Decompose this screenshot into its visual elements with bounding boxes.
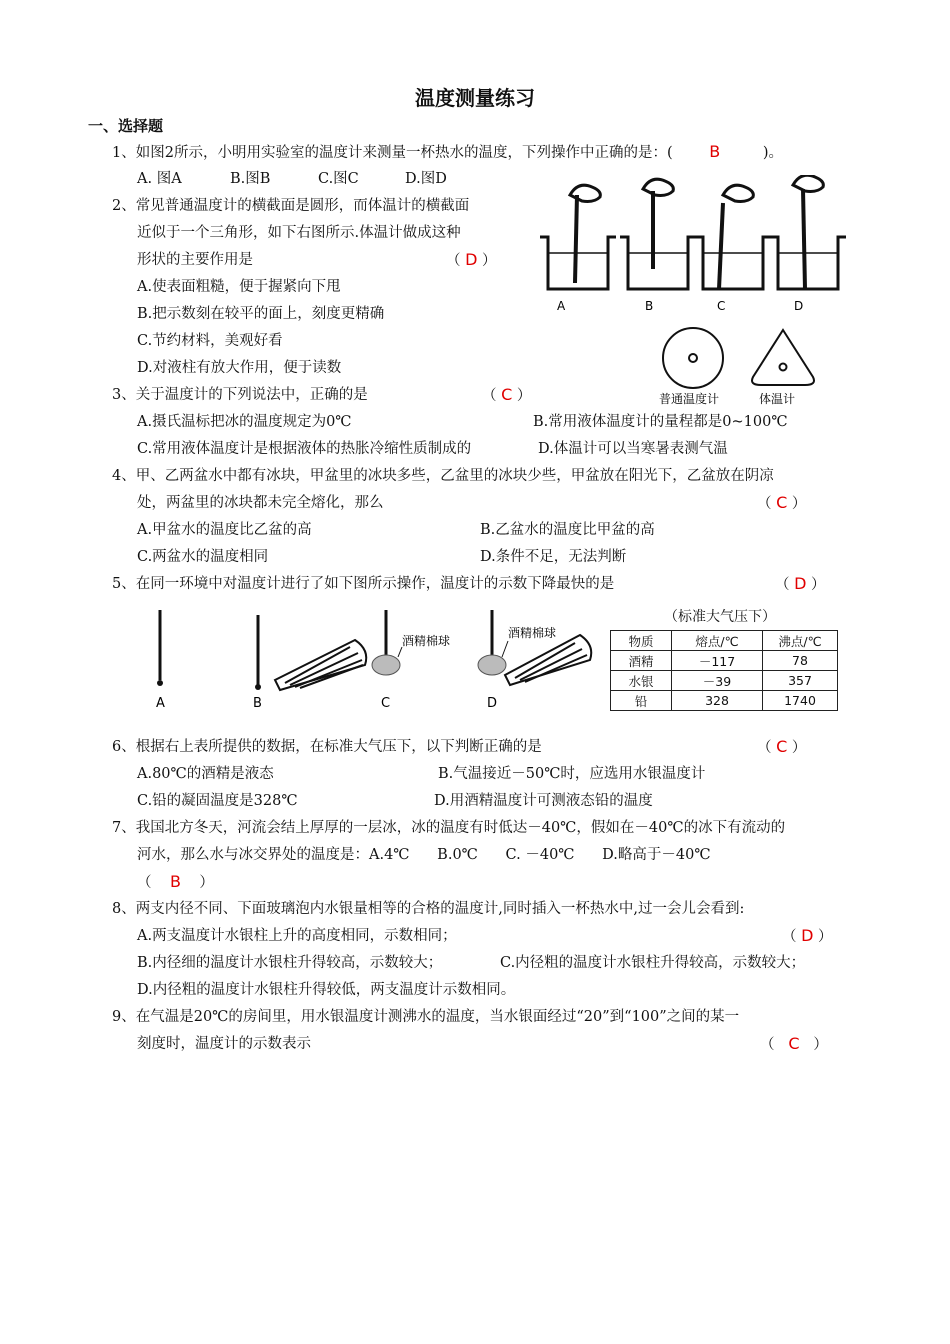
- q4-option-c: C.两盆水的温度相同: [137, 549, 269, 565]
- q8-option-b: B.内径细的温度计水银柱升得较高，示数较大；: [137, 955, 443, 971]
- thermometer-figure: [140, 605, 605, 715]
- answer-3: C: [501, 385, 513, 404]
- answer-8: D: [801, 926, 814, 945]
- table-cell: 铅: [611, 691, 672, 711]
- question-2-bracket: （ D ）: [446, 250, 497, 269]
- clinical-thermometer-label: 体温计: [759, 392, 796, 406]
- q2-option-a: A.使表面粗糙，便于握紧向下甩: [137, 279, 341, 295]
- question-5: 5、在同一环境中对温度计进行了如下图所示操作，温度计的示数下降最快的是: [112, 576, 615, 592]
- question-6: 6、根据右上表所提供的数据，在标准大气压下，以下判断正确的是: [112, 739, 542, 755]
- q1-option-d: D.图D: [405, 171, 447, 187]
- q3-option-d: D.体温计可以当寒暑表测气温: [538, 441, 728, 457]
- table-cell: 水银: [611, 671, 672, 691]
- table-header-row: [611, 631, 838, 651]
- question-9-line-1: 9、在气温是20℃的房间里，用水银温度计测沸水的温度，当水银面经过“20”到“100”之间的某一: [112, 1009, 740, 1025]
- q1-option-c: C.图C: [318, 171, 359, 187]
- cotton-label-d: 酒精棉球: [508, 626, 557, 640]
- q2-option-b: B.把示数刻在较平的面上，刻度更精确: [137, 306, 385, 322]
- thermo-label-b: B: [253, 696, 262, 711]
- ordinary-thermometer-label: 普通温度计: [659, 392, 720, 406]
- question-8-bracket: （ D ）: [782, 926, 833, 945]
- question-2-line-3: 形状的主要作用是: [137, 252, 253, 268]
- q6-option-c: C.铅的凝固温度是328℃: [137, 793, 298, 809]
- table-cell: －39: [672, 671, 763, 691]
- table-cell: 78: [763, 651, 838, 671]
- question-4-line-2: 处，两盆里的冰块都未完全熔化，那么: [137, 495, 384, 511]
- thermo-label-d: D: [487, 696, 498, 711]
- answer-7: B: [169, 872, 181, 891]
- answer-4: C: [776, 493, 788, 512]
- table-row: [611, 651, 838, 671]
- table-cell: －117: [672, 651, 763, 671]
- cotton-label-c: 酒精棉球: [402, 634, 451, 648]
- question-3: 3、关于温度计的下列说法中，正确的是: [112, 387, 368, 403]
- q3-option-c: C.常用液体温度计是根据液体的热胀冷缩性质制成的: [137, 441, 472, 457]
- q2-option-c: C.节约材料，美观好看: [137, 333, 283, 349]
- section-heading: 一、选择题: [88, 117, 164, 135]
- answer-9: C: [788, 1034, 800, 1053]
- question-4-bracket: （ C ）: [757, 493, 807, 512]
- table-cell: 酒精: [611, 651, 672, 671]
- beaker-label-a: A: [557, 299, 566, 313]
- q6-option-a: A.80℃的酒精是液态: [137, 766, 274, 782]
- question-6-bracket: （ C ）: [757, 737, 807, 756]
- melting-point-table: [610, 630, 838, 711]
- question-5-bracket: （ D ）: [775, 574, 826, 593]
- q3-option-a: A.摄氏温标把冰的温度规定为0℃: [137, 414, 352, 430]
- thermo-label-c: C: [381, 696, 391, 711]
- answer-2: D: [465, 250, 478, 269]
- q8-option-c: C.内径粗的温度计水银柱升得较高，示数较大；: [500, 955, 806, 971]
- answer-1: B: [709, 142, 721, 161]
- q4-option-a: A.甲盆水的温度比乙盆的高: [137, 522, 312, 538]
- beaker-label-d: D: [794, 299, 804, 313]
- q1-option-a: A. 图A: [137, 171, 182, 187]
- q4-option-d: D.条件不足，无法判断: [480, 549, 627, 565]
- table-header-cell: 熔点/℃: [672, 631, 763, 651]
- q8-option-d: D.内径粗的温度计水银柱升得较低，两支温度计示数相同。: [137, 982, 516, 998]
- q3-option-b: B.常用液体温度计的量程都是0~100℃: [533, 414, 788, 430]
- q6-option-b: B.气温接近－50℃时，应选用水银温度计: [438, 766, 706, 782]
- beaker-label-c: C: [717, 299, 726, 313]
- beaker-figure: [535, 175, 855, 325]
- q6-option-d: D.用酒精温度计可测液态铅的温度: [434, 793, 653, 809]
- question-9-bracket: （ C ）: [760, 1034, 828, 1053]
- cross-section-figure: [655, 325, 835, 410]
- page-title: 温度测量练习: [415, 86, 535, 110]
- question-7-line-1: 7、我国北方冬天，河流会结上厚厚的一层冰，冰的温度有时低达－40℃，假如在－40℃的冰下有流动的: [112, 820, 786, 836]
- answer-5: D: [794, 574, 807, 593]
- beaker-label-b: B: [645, 299, 654, 313]
- table-header-cell: 沸点/℃: [763, 631, 838, 651]
- question-1: 1、如图2所示，小明用实验室的温度计来测量一杯热水的温度，下列操作中正确的是：( B )。: [112, 142, 783, 161]
- q1-option-b: B.图B: [230, 171, 271, 187]
- table-row: [611, 671, 838, 691]
- table-cell: 1740: [763, 691, 838, 711]
- question-2-line-1: 2、常见普通温度计的横截面是圆形，而体温计的横截面: [112, 198, 470, 214]
- table-header-cell: 物质: [611, 631, 672, 651]
- question-7-bracket: （ B ）: [137, 872, 214, 891]
- question-7-line-2: 河水，那么水与冰交界处的温度是：A.4℃ B.0℃ C. －40℃ D.略高于－40℃: [137, 847, 711, 863]
- question-8: 8、两支内径不同、下面玻璃泡内水银量相等的合格的温度计,同时插入一杯热水中,过一会儿会看到:: [112, 901, 745, 917]
- answer-6: C: [776, 737, 788, 756]
- q4-option-b: B.乙盆水的温度比甲盆的高: [480, 522, 655, 538]
- q8-option-a: A.两支温度计水银柱上升的高度相同，示数相同；: [137, 928, 457, 944]
- q2-option-d: D.对液柱有放大作用，便于读数: [137, 360, 342, 376]
- table-row: [611, 691, 838, 711]
- question-2-line-2: 近似于一个三角形，如下右图所示.体温计做成这种: [137, 225, 461, 241]
- question-3-bracket: （ C ）: [482, 385, 532, 404]
- thermo-label-a: A: [156, 696, 165, 711]
- table-cell: 328: [672, 691, 763, 711]
- question-4-line-1: 4、甲、乙两盆水中都有冰块，甲盆里的冰块多些，乙盆里的冰块少些，甲盆放在阳光下，乙盆放在阴凉: [112, 468, 774, 484]
- table-cell: 357: [763, 671, 838, 691]
- question-9-line-2: 刻度时，温度计的示数表示: [137, 1036, 311, 1052]
- table-caption: （标准大气压下）: [664, 609, 776, 625]
